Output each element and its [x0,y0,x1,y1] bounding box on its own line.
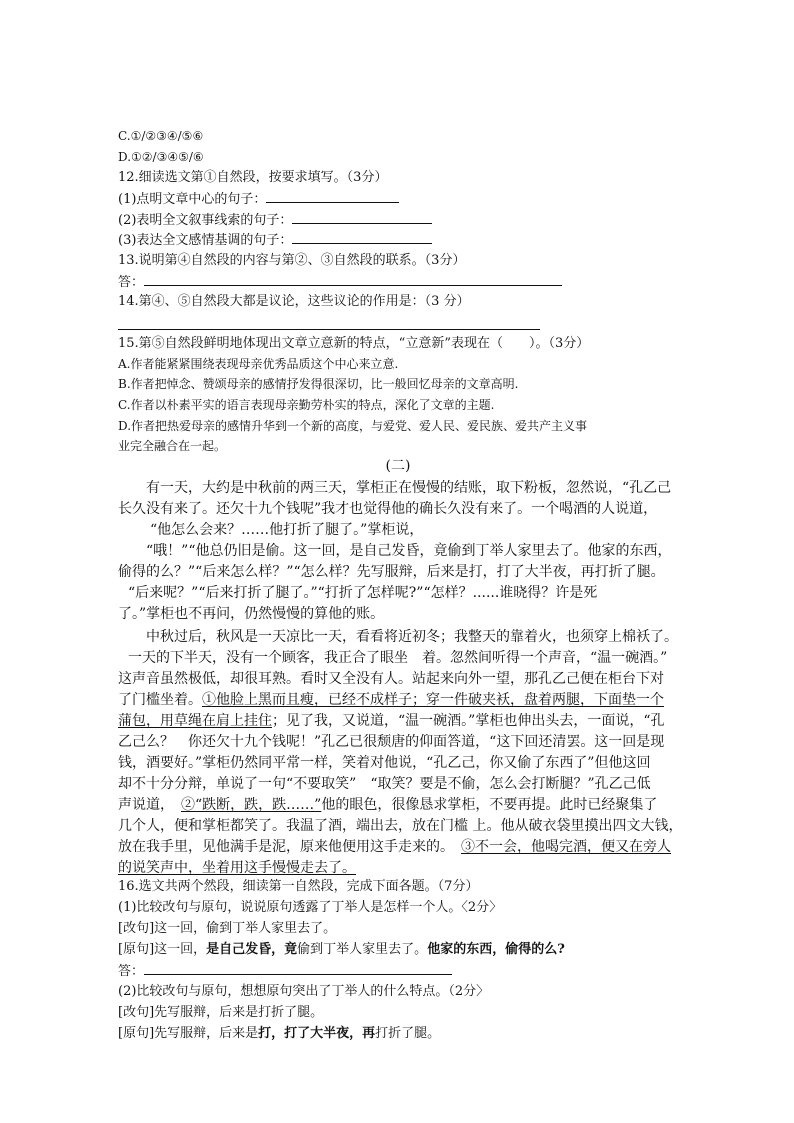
passage-line [118,837,671,857]
passage-line: 这声音虽然极低，却很耳熟。看时又全没有人。站起来向外一望，那孔乙己便在柜台下对 [118,671,664,687]
answer-blank[interactable] [144,272,562,286]
passage-line: “哦！”“他总仍旧是偷。这一回，是自己发昏，竟偷到丁举人家里去了。他家的东西， [146,543,672,559]
q12-item-1 [118,189,399,209]
q15-option-d: D.作者把热爱母亲的感情升华到一个新的高度，与爱党、爱人民、爱民族、爱共产主义事 [118,419,588,433]
passage-line: 钱，酒要好。”掌柜仍然同平常一样，笑着对他说，“孔乙己，你又偷了东西了”但他这回 [118,755,651,771]
q14-stem: 14.第④、⑤自然段大都是议论，这些议论的作用是：（3 分） [118,294,470,309]
q16-sub1: (1)比较改句与原句，说说原句透露了丁举人是怎样一个人。〈2分〉 [118,900,503,915]
underlined-sentence-3-cont: 的说笑声中，坐着用这手慢慢走去了。 [118,860,356,876]
answer-blank[interactable] [292,210,432,224]
passage-line [118,690,664,710]
passage-line: 偷得的么？”“后来怎么样？”“怎么样？先写服辩，后来是打，打了大半夜，再打折了腿。 [118,564,665,580]
answer-blank[interactable] [144,961,452,975]
underlined-sentence-1-cont: 蒲包，用草绳在肩上挂住 [118,713,272,729]
passage-text: 声说道， [118,797,181,813]
q12-item-1-label: (1)点明文章中心的句子： [118,192,267,207]
section-heading: (二) [385,458,411,474]
passage-line: 中秋过后，秋风是一天凉比一天，看看将近初冬；我整天的靠着火，也须穿上棉袄了。 [146,629,678,645]
bold-text: 是自己发昏，竟 [206,942,298,957]
q15-stem: 15.第⑤自然段鲜明地体现出文章立意新的特点，“立意新”表现在（ ）。（3分） [118,336,590,351]
passage-text: 他的眼色，很像恳求掌柜，不要再提。此时已经聚集了 [321,797,658,813]
passage-line [118,858,356,878]
passage-line: “后来呢？”“后来打折了腿了。”“打折了怎样呢?”“怎样？......谁晓得？许是死 [128,585,598,601]
passage-line: 一天的下半天，没有一个顾客，我正合了眼坐 着。忽然间听得一个声音，“温一碗酒。” [128,650,668,666]
q14-answer-line[interactable] [118,329,540,330]
original-text: 打折了腿。 [375,1026,441,1041]
q15-option-c: C.作者以朴素平实的语言表现母亲勤劳朴实的特点，深化了文章的主题. [118,398,495,412]
q12-item-3 [118,230,432,250]
q16-sub2-original [118,1024,440,1043]
q12-item-2 [118,210,432,230]
passage-text: ；见了我，又说道，“温一碗酒。”掌柜也伸出头去，一面说，“孔 [272,713,665,729]
q16-answer [118,961,452,981]
passage-line: 有一天，大约是中秋前的两三天，掌柜正在慢慢的结账，取下粉板，忽然说，“孔乙己 [146,480,672,496]
passage-text: 了门槛坐着。 [118,692,202,708]
original-text: [原句]先写服辩，后来是 [118,1026,259,1041]
passage-line [118,711,664,731]
passage-line: 长久没有来了。还欠十九个钱呢”我才也觉得他的确长久没有来了。一个喝酒的人说道， [118,501,658,517]
underlined-sentence-3: ③不一会，他喝完酒，便又在旁人 [461,839,671,855]
answer-blank[interactable] [292,230,432,244]
q12-item-3-label: (3)表达全文感情基调的句子： [118,233,293,248]
underlined-sentence-1: ①他脸上黑而且瘦，已经不成样子；穿一件破夹袄，盘着两腿，下面垫一个 [202,692,664,708]
q13-stem: 13.说明第④自然段的内容与第②、③自然段的联系。（3分） [118,253,466,268]
original-text: [原句]这一回， [118,942,207,957]
underlined-sentence-2: ②“跌断，跌，跌……” [181,797,322,813]
answer-label: 答： [118,964,145,979]
bold-text: 打，打了大半夜，再 [258,1026,376,1041]
q13-answer [118,272,562,292]
passage-line [118,795,657,815]
original-text: 偷到丁举人家里去了。 [297,942,428,957]
answer-blank[interactable] [266,189,399,203]
passage-line: “他怎么会来？……他打折了腿了。”掌柜说， [150,522,424,538]
passage-line: 几个人，便和掌柜都笑了。我温了酒，端出去，放在门槛 上。他从破衣袋里摸出四文大钱， [118,818,683,834]
answer-label: 答： [118,275,145,290]
q15-option-b: B.作者把悼念、赞颂母亲的感情抒发得很深切，比一般回忆母亲的文章高明. [118,377,519,391]
q15-option-d-cont: 业完全融合在一起。 [118,439,227,453]
q16-sub1-changed: [改句]这一回，偷到丁举人家里去了。 [118,921,337,936]
passage-line: 却不十分分辩，单说了一句“不要取笑” “取笑？要是不偷，怎么会打断腿？”孔乙己低 [118,776,651,792]
q16-sub1-original [118,940,565,959]
bold-text: 他家的东西，偷得的么? [427,942,565,957]
option-d: D.①②/③④⑤/⑥ [118,150,204,164]
q16-sub2: (2)比较改句与原句，想想原句突出了丁举人的什么特点。（2分〉 [118,984,490,999]
passage-line: 乙己么？ 你还欠十九个钱呢！”孔乙已很颓唐的仰面答道，“这下回还清罢。这一回是现 [118,734,665,750]
passage-text: 放在我手里，见他满手是泥，原来他便用这手走来的。 [118,839,461,855]
passage-line: 了。”掌柜也不再问，仍然慢慢的算他的账。 [118,606,385,622]
q15-option-a: A.作者能紧紧围绕表现母亲优秀品质这个中心来立意. [118,357,399,371]
q12-stem: 12.细读选文第①自然段，按要求填写。（3分） [118,170,388,185]
q12-item-2-label: (2)表明全文叙事线索的句子： [118,213,293,228]
option-c: C.①/②③④/⑤⑥ [118,129,204,143]
q16-stem: 16.选文共两个然段，细读第一自然段，完成下面各题。（7分） [118,879,479,894]
q16-sub2-changed: [改句]先写服辩，后来是打折了腿。 [118,1005,324,1020]
